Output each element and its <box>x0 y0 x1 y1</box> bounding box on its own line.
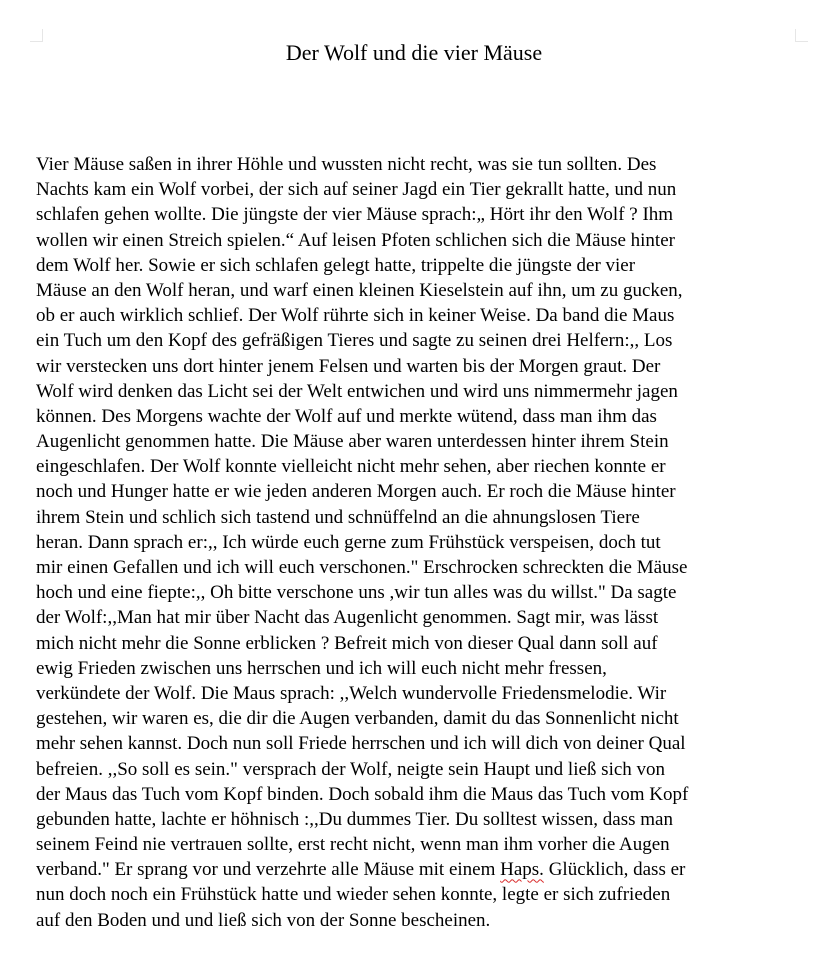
text-line[interactable]: ewig Frieden zwischen uns herrschen und ich will euch nicht mehr fressen, <box>36 657 607 679</box>
text-line[interactable]: mir einen Gefallen und ich will euch verschonen." Erschrocken schreckten die Mäuse <box>36 557 688 578</box>
text-line[interactable]: auf den Boden und und ließ sich von der Sonne bescheinen. <box>36 909 491 931</box>
text-line[interactable]: der Maus das Tuch vom Kopf binden. Doch sobald ihm die Maus das Tuch vom Kopf <box>36 783 689 805</box>
text-line[interactable]: wir verstecken uns dort hinter jenem Felsen und warten bis der Morgen graut. Der <box>36 355 661 377</box>
text-line[interactable]: können. Des Morgens wachte der Wolf auf und merkte wütend, dass man ihm das <box>36 405 657 427</box>
text-segment: verband." Er sprang vor und verzehrte alle Mäuse mit einem <box>36 859 501 881</box>
text-line[interactable]: mehr sehen kannst. Doch nun soll Friede herrschen und ich will dich von deiner Qual <box>36 733 686 755</box>
text-line[interactable]: wollen wir einen Streich spielen.“ Auf leisen Pfoten schlichen sich die Mäuse hinter <box>36 229 675 251</box>
text-segment: Glücklich, dass er <box>543 859 686 881</box>
text-line[interactable]: ob er auch wirklich schlief. Der Wolf rührte sich in keiner Weise. Da band die Maus <box>36 305 675 327</box>
text-line[interactable]: schlafen gehen wollte. Die jüngste der vier Mäuse sprach:„ Hört ihr den Wolf ? Ihm <box>36 204 674 226</box>
document-body[interactable] <box>36 152 796 933</box>
text-line[interactable]: heran. Dann sprach er:,, Ich würde euch gerne zum Frühstück verspeisen, doch tut <box>36 531 661 553</box>
text-line[interactable]: nun doch noch ein Frühstück hatte und wieder sehen konnte, legte er sich zufrieden <box>36 884 671 906</box>
text-line[interactable]: Wolf wird denken das Licht sei der Welt entwichen und wird uns nimmermehr jagen <box>36 380 678 402</box>
text-line[interactable]: Vier Mäuse saßen in ihrer Höhle und wussten nicht recht, was sie tun sollten. Des <box>36 154 657 175</box>
text-line[interactable]: ein Tuch um den Kopf des gefräßigen Tieres und sagte zu seinen drei Helfern:,, Los <box>36 330 673 352</box>
text-line[interactable]: Nachts kam ein Wolf vorbei, der sich auf seiner Jagd ein Tier gekrallt hatte, und nun <box>36 179 677 201</box>
text-line[interactable]: eingeschlafen. Der Wolf konnte vielleicht nicht mehr sehen, aber riechen konnte er <box>36 456 666 478</box>
text-line[interactable]: gebunden hatte, lachte er höhnisch :,,Du dummes Tier. Du solltest wissen, dass man <box>36 808 673 830</box>
text-line[interactable]: mich nicht mehr die Sonne erblicken ? Befreit mich von dieser Qual dann soll auf <box>36 632 658 654</box>
text-line[interactable]: ihrem Stein und schlich sich tastend und schnüffelnd an die ahnungslosen Tiere <box>36 506 640 528</box>
document-title[interactable]: Der Wolf und die vier Mäuse <box>285 40 543 65</box>
text-line[interactable]: der Wolf:,,Man hat mir über Nacht das Augenlicht genommen. Sagt mir, was lässt <box>36 607 659 629</box>
text-line[interactable]: verkündete der Wolf. Die Maus sprach: ,,Welch wundervolle Friedensmelodie. Wir <box>36 682 667 704</box>
spellcheck-flagged-word[interactable]: Haps. <box>500 859 544 881</box>
text-line[interactable]: befreien. ,,So soll es sein." versprach der Wolf, neigte sein Haupt und ließ sich von <box>36 758 666 780</box>
text-line[interactable]: noch und Hunger hatte er wie jeden anderen Morgen auch. Er roch die Mäuse hinter <box>36 481 676 503</box>
text-line[interactable]: dem Wolf her. Sowie er sich schlafen gelegt hatte, trippelte die jüngste der vier <box>36 254 636 276</box>
text-line[interactable]: hoch und eine fiepte:,, Oh bitte verschone uns ,wir tun alles was du willst." Da sagte <box>36 582 677 604</box>
text-line[interactable]: seinem Feind nie vertrauen sollte, erst recht nicht, wenn man ihm vorher die Augen <box>36 834 670 856</box>
text-line[interactable]: Mäuse an den Wolf heran, und warf einen kleinen Kieselstein auf ihn, um zu gucken, <box>36 279 683 301</box>
text-line[interactable]: Augenlicht genommen hatte. Die Mäuse aber waren unterdessen hinter ihrem Stein <box>36 431 669 453</box>
text-line[interactable] <box>36 857 796 882</box>
text-line[interactable]: gestehen, wir waren es, die dir die Augen verbanden, damit du das Sonnenlicht nicht <box>36 708 679 730</box>
